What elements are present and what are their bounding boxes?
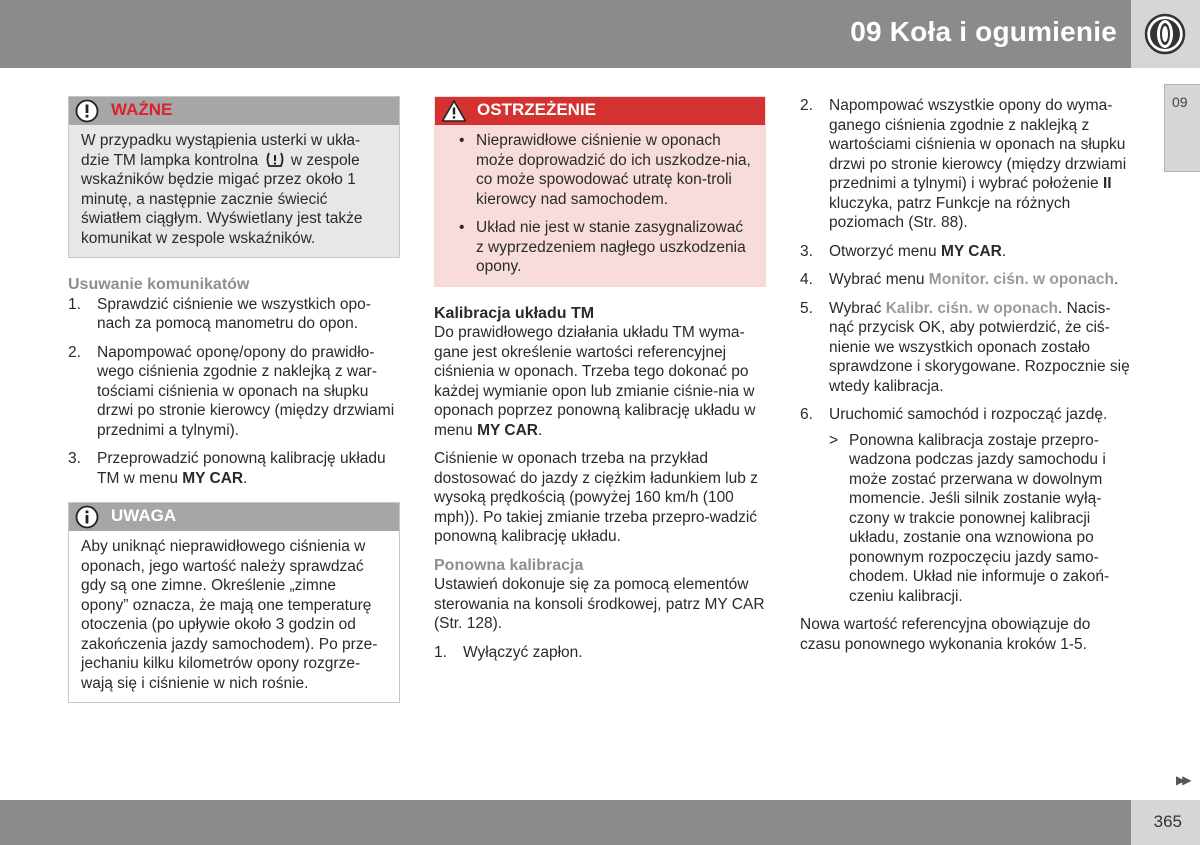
recalibration-steps-continued bbox=[800, 96, 1130, 606]
menu-name: MY CAR bbox=[940, 242, 1002, 260]
key-position: II bbox=[1102, 175, 1112, 192]
step-result bbox=[829, 431, 1130, 607]
bullet-text: Nieprawidłowe ciśnienie w oponach może doprowadzić do ich uszkodze-nia, co może spowodować utratę kon-troli kierowcy nad samochodem. bbox=[476, 132, 751, 208]
step-text-end: . bbox=[1113, 271, 1119, 288]
step-number: 1. bbox=[68, 295, 81, 313]
list-item bbox=[447, 218, 753, 277]
important-callout-header bbox=[69, 97, 399, 125]
chapter-side-tab-label: 09 bbox=[1172, 94, 1188, 110]
list-item bbox=[68, 449, 400, 488]
menu-option: Kalibr. ciśn. w oponach bbox=[885, 299, 1058, 317]
menu-option: Monitor. ciśn. w oponach bbox=[928, 271, 1114, 288]
step-text: Napompować wszystkie opony do wyma-ganego ciśnienia zgodnie z naklejką z wartościami ciśnienia w oponach na słupku drzwi po stronie kierowcy (między drzwiami przednimi a tylnymi) i wybrać położenie bbox=[829, 97, 1127, 192]
note-callout-title: UWAGA bbox=[111, 506, 177, 525]
step-text: Wybrać menu bbox=[829, 271, 929, 288]
warning-callout-title: OSTRZEŻENIE bbox=[477, 100, 597, 119]
recalibration-paragraph: Ustawień dokonuje się za pomocą elementów sterowania na konsoli środkowej, patrz MY CAR (Str. 128). bbox=[434, 576, 765, 632]
note-callout-header bbox=[69, 503, 399, 531]
footer-bar bbox=[0, 800, 1131, 845]
list-item bbox=[447, 131, 753, 209]
clear-message-steps bbox=[68, 295, 400, 489]
list-item bbox=[800, 405, 1130, 606]
note-callout-body bbox=[69, 531, 399, 702]
step-number: 2. bbox=[68, 343, 81, 361]
warning-callout bbox=[434, 96, 766, 287]
chapter-title: 09 Koła i ogumienie bbox=[850, 16, 1117, 47]
important-text-b: w zespole wskaźników będzie migać przez około 1 minutę, a następnie zacznie świecić światłem ciągłym. Wyświetlany jest także komunikat w zespole wskaźników. bbox=[81, 151, 363, 247]
important-callout-body bbox=[69, 125, 399, 257]
important-text-a: W przypadku wystąpienia usterki w ukła-dzie TM lampka kontrolna bbox=[81, 132, 361, 169]
section-title-clear-message: Usuwanie komunikatów bbox=[68, 276, 250, 293]
important-callout-title: WAŻNE bbox=[111, 100, 173, 119]
chapter-side-tab[interactable] bbox=[1164, 84, 1200, 172]
note-callout bbox=[68, 502, 400, 703]
step-text: Wyłączyć zapłon. bbox=[463, 643, 583, 661]
calibration-paragraph bbox=[434, 323, 766, 440]
paragraph-text-end: . bbox=[537, 421, 543, 439]
result-marker: > bbox=[829, 431, 839, 449]
list-item bbox=[800, 96, 1130, 233]
page-number: 365 bbox=[1153, 812, 1182, 831]
list-item bbox=[68, 343, 400, 441]
recalibration-steps-start bbox=[434, 643, 766, 663]
step-text: Sprawdzić ciśnienie we wszystkich opo-nach za pomocą manometru do opon. bbox=[97, 295, 371, 332]
result-text: Ponowna kalibracja zostaje przepro-wadzona podczas jazdy samochodu i może zostać przerwana w dowolnym momencie. Jeśli silnik zostanie wyłą-czony w trakcie ponownej kalibracji układu, zostanie ona wznowiona po ponownym rozpoczęciu jazdy samo-chodem. Układ nie informuje o zakoń-czeniu kalibracji. bbox=[849, 431, 1110, 605]
exclamation-circle-icon bbox=[75, 99, 99, 123]
warning-triangle-icon bbox=[441, 99, 467, 123]
list-item bbox=[434, 643, 766, 663]
step-text: Przeprowadzić ponowną kalibrację układu TM w menu bbox=[97, 450, 386, 487]
header-bar bbox=[0, 0, 1131, 68]
warning-callout-body bbox=[435, 125, 765, 286]
step-text-end: kluczyka, patrz Funkcje na różnych poziomach (Str. 88). bbox=[829, 194, 1071, 231]
step-text-end: . Nacis-nąć przycisk OK, aby potwierdzić, że ciś-nienie we wszystkich oponach zostało sprawdzone i skorygowane. Rozpocznie się wtedy kalibracja. bbox=[829, 299, 1130, 395]
tire-pressure-warning-icon bbox=[266, 151, 284, 168]
section-title-calibration: Kalibracja układu TM bbox=[434, 304, 595, 322]
warning-callout-header bbox=[435, 97, 765, 125]
warning-bullets bbox=[447, 131, 753, 277]
list-item bbox=[800, 242, 1130, 262]
step-number: 3. bbox=[68, 450, 81, 467]
menu-name: MY CAR bbox=[182, 469, 244, 487]
step-number: 3. bbox=[800, 242, 813, 260]
list-item bbox=[68, 295, 400, 334]
bullet-dot: • bbox=[459, 132, 465, 149]
step-text-end: . bbox=[243, 469, 248, 487]
step-number: 5. bbox=[800, 299, 813, 317]
step-number: 4. bbox=[800, 271, 813, 288]
section-title-recalibration: Ponowna kalibracja bbox=[434, 556, 584, 574]
step-text: Napompować oponę/opony do prawidło-wego ciśnienia zgodnie z naklejką z war-tościami ciśnienia w oponach na słupku drzwi po stronie kierowcy (między drzwiami przednimi a tylnymi). bbox=[97, 343, 395, 439]
step-number: 1. bbox=[434, 643, 447, 661]
info-circle-icon bbox=[75, 505, 99, 529]
step-number: 2. bbox=[800, 97, 813, 114]
list-item bbox=[800, 270, 1130, 290]
note-text: Aby uniknąć nieprawidłowego ciśnienia w oponach, jego wartość należy sprawdzać gdy są one zimne. Określenie „zimne opony” oznacza, że mają one temperaturę otoczenia (po upływie około 3 godzin od zakończenia jazdy samochodem). Po prze-jechaniu kilku kilometrów opony rozgrze-wają się i ciśnienie w nich rośnie. bbox=[81, 538, 378, 692]
closing-paragraph: Nowa wartość referencyjna obowiązuje do czasu ponownego wykonania kroków 1-5. bbox=[800, 616, 1091, 653]
column-middle bbox=[434, 96, 766, 671]
list-item bbox=[800, 299, 1130, 397]
step-number: 6. bbox=[800, 406, 813, 423]
step-text: Uruchomić samochód i rozpocząć jazdę. bbox=[829, 406, 1108, 423]
step-text: Otworzyć menu bbox=[829, 242, 941, 260]
important-callout bbox=[68, 96, 400, 258]
tire-icon bbox=[1144, 13, 1186, 55]
chapter-icon-box bbox=[1131, 0, 1200, 68]
page-number-box bbox=[1131, 800, 1200, 845]
step-text: Wybrać bbox=[829, 299, 886, 317]
paragraph-text: Do prawidłowego działania układu TM wyma-gane jest określenie wartości referencyjnej ciśnienia w oponach. Trzeba tego dokonać po każdej wymianie opon lub zmianie ciśnie-nia w oponach poprzez ponowną kalibrację układu w menu bbox=[434, 324, 756, 439]
column-left bbox=[68, 96, 400, 720]
bullet-text: Układ nie jest w stanie zasygnalizować z wyprzedzeniem nagłego uszkodzenia opony. bbox=[476, 219, 746, 275]
column-right bbox=[800, 96, 1130, 663]
pressure-adjust-paragraph: Ciśnienie w oponach trzeba na przykład dostosować do jazdy z ciężkim ładunkiem lub z wysoką prędkością (powyżej 160 km/h (100 mph)). Po takiej zmianie trzeba przepro-wadzić ponowną kalibrację układu. bbox=[434, 450, 758, 545]
menu-name: MY CAR bbox=[477, 421, 538, 439]
double-arrow-right-icon: ▶▶ bbox=[1176, 773, 1189, 787]
step-text-end: . bbox=[1001, 242, 1007, 260]
bullet-dot: • bbox=[459, 219, 465, 236]
